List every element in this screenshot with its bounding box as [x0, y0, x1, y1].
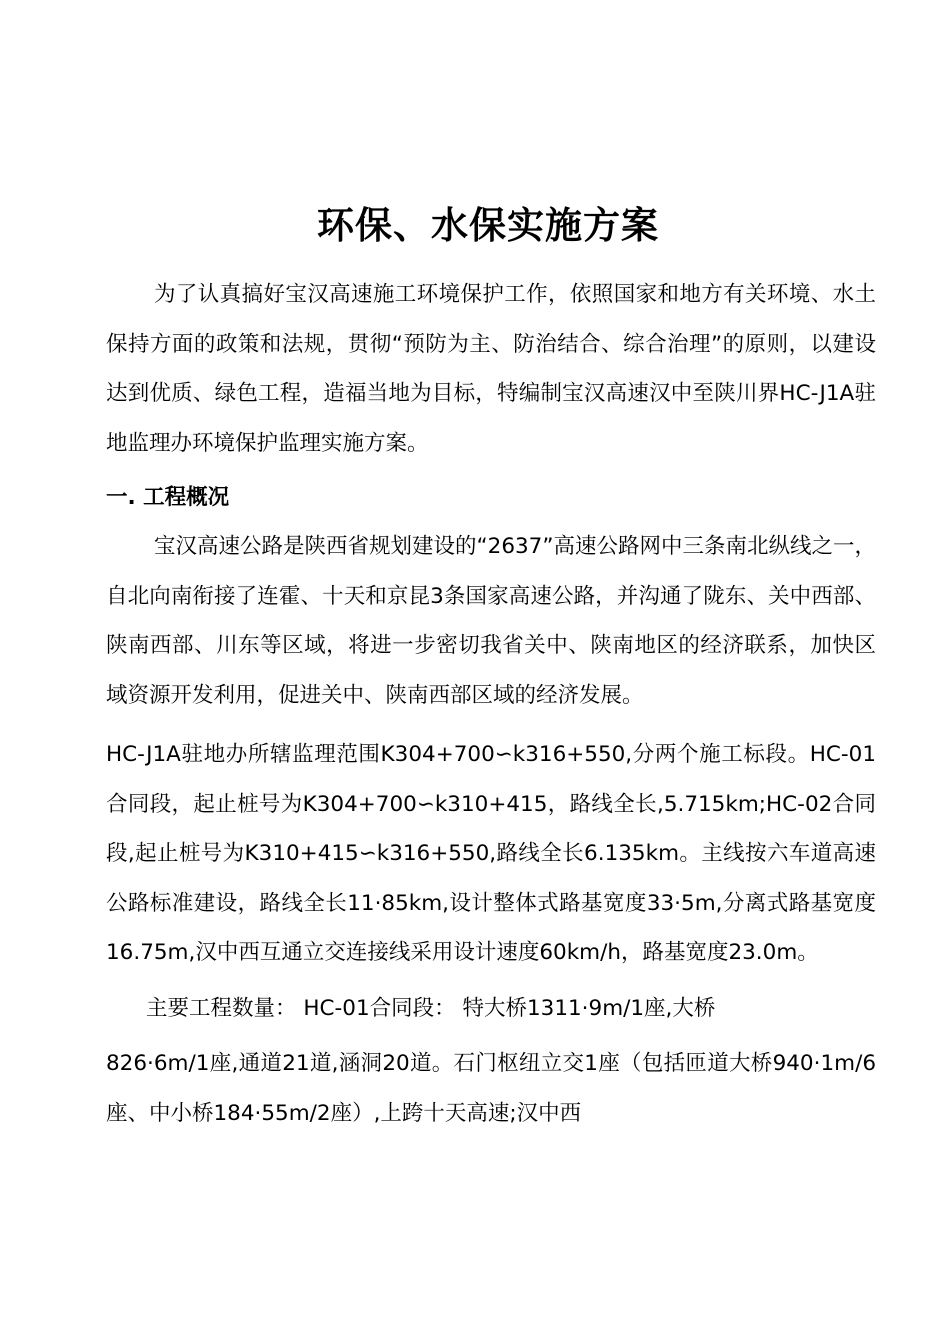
- section-heading-project-overview: 一. 工程概况: [106, 485, 230, 510]
- scope-paragraph: HC-J1A驻地办所辖监理范围K304+700∽k316+550,分两个施工标段。HC-01合同段，起止桩号为K304+700∽k310+415，路线全长,5.715km;HC-02合同段,起止桩号为K310+415∽k316+550,路线全长6.135km。主线按六车道高速公路标准建设，路线全长11·85km,设计整体式路基宽度33·5m,分离式路基宽度16.75m,汉中西互通立交连接线采用设计速度60km/h，路基宽度23.0m。: [106, 742, 876, 965]
- intro-paragraph: 为了认真搞好宝汉高速施工环境保护工作，依照国家和地方有关环境、水土保持方面的政策和法规，贯彻“预防为主、防治结合、综合治理”的原则，以建设达到优质、绿色工程，造福当地为目标，特编制宝汉高速汉中至陕川界HC-J1A驻地监理办环境保护监理实施方案。: [106, 282, 876, 456]
- quantity-paragraph-continued: 826·6m/1座,通道21道,涵洞20道。石门枢纽立交1座（包括匝道大桥940·1m/6座、中小桥184·55m/2座）,上跨十天高速;汉中西: [106, 1051, 876, 1126]
- overview-paragraph: 宝汉高速公路是陕西省规划建设的“2637”高速公路网中三条南北纵线之一，自北向南衔接了连霍、十天和京昆3条国家高速公路，并沟通了陇东、关中西部、陕南西部、川东等区域，将进一步密切我省关中、陕南地区的经济联系，加快区域资源开发利用，促进关中、陕南西部区域的经济发展。: [106, 534, 876, 708]
- document-title: 环保、水保实施方案: [317, 204, 659, 247]
- document-body: [106, 270, 876, 1138]
- quantity-paragraph-line1: 主要工程数量： HC-01合同段： 特大桥1311·9m/1座,大桥: [146, 995, 716, 1021]
